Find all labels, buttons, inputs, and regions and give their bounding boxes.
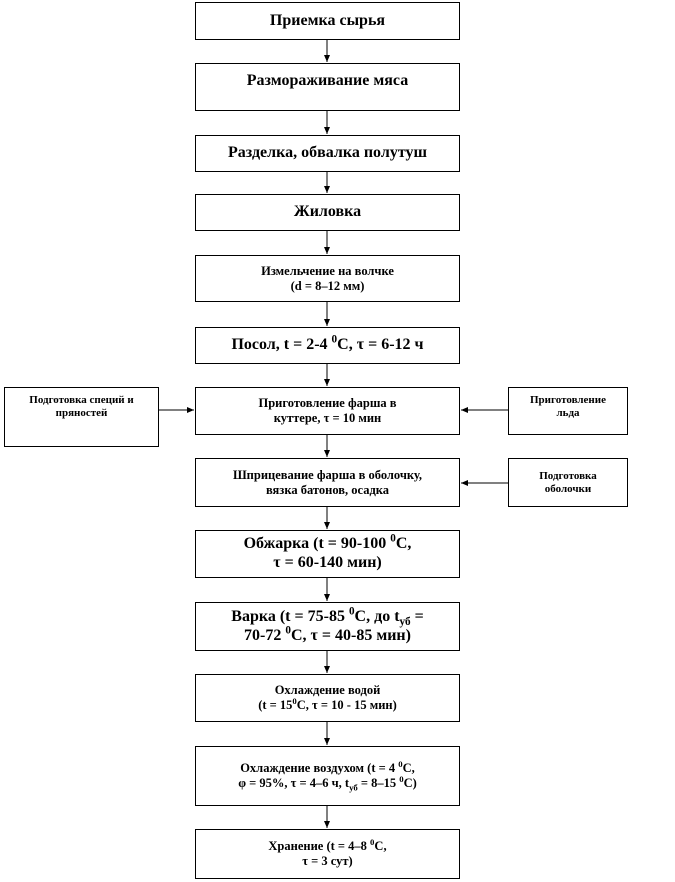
step-grinding xyxy=(195,255,460,302)
step-water-cooling xyxy=(195,674,460,722)
step-label-line1: Варка (t = 75-85 $^0$С, до $t_{уб}$ = xyxy=(231,605,424,628)
step-label: Размораживание мяса xyxy=(246,72,409,89)
step-label-line2: (d = 8–12 мм) xyxy=(290,278,365,293)
step-boiling xyxy=(195,602,460,651)
step-storage xyxy=(195,829,460,879)
step-label-line2: куттере, τ = 10 мин xyxy=(273,411,382,425)
step-label-line2: ($t = 15^0С$, τ = 10 - 15 мин) xyxy=(258,695,397,712)
step-label: Разделка, обвалка полутуш xyxy=(228,144,427,162)
step-stuffing-tying xyxy=(195,458,460,507)
side-label-line1: Приготовление xyxy=(530,394,606,406)
side-spices-preparation xyxy=(4,387,159,447)
step-label: Приемка сырья xyxy=(269,11,386,29)
step-salting xyxy=(195,327,460,364)
step-label-line1: Шприцевание фарша в оболочку, xyxy=(232,467,423,482)
step-forcemeat-cutter xyxy=(195,387,460,435)
step-label-line1: Обжарка (t = 90-100 $^0$С, xyxy=(243,532,412,553)
step-label: Жиловка xyxy=(293,203,362,221)
step-label-line2: вязка батонов, осадка xyxy=(265,482,390,497)
step-label-line2: 70-72 $^0$С, τ = 40-85 мин) xyxy=(244,624,411,644)
side-label-line2: пряностей xyxy=(55,406,108,419)
step-label-line1: Охлаждение водой xyxy=(274,683,381,698)
step-trimming xyxy=(195,194,460,231)
step-label-line1: Охлаждение воздухом (t = 4 $^0$С, xyxy=(240,759,415,776)
step-label-line1: Хранение (t = 4–8 $^0$С, xyxy=(268,837,387,854)
step-air-cooling xyxy=(195,746,460,806)
step-label-line2: τ = 60-140 мин) xyxy=(273,554,382,571)
step-carcass-deboning xyxy=(195,135,460,172)
side-label-line1: Подготовка xyxy=(539,469,597,482)
side-label-line2: оболочки xyxy=(544,482,592,495)
side-label-line2: льда xyxy=(556,406,580,419)
step-label-line2: τ = 3 сут) xyxy=(302,854,353,868)
step-raw-material-acceptance xyxy=(195,2,460,40)
side-label-line1: Подготовка специй и xyxy=(29,394,134,406)
step-label: Посол, t = 2-4 $^0$С, τ = 6-12 ч xyxy=(231,333,424,354)
step-meat-defrosting xyxy=(195,63,460,111)
side-casing-preparation xyxy=(508,458,628,507)
step-roasting xyxy=(195,530,460,578)
step-label-line2: φ = 95%, τ = 4–6 ч, $t_{уб} = 8-15$ $^0$С) xyxy=(238,773,417,793)
step-label-line1: Приготовление фарша в xyxy=(258,396,397,411)
side-ice-preparation xyxy=(508,387,628,435)
step-label-line1: Измельчение на волчке xyxy=(261,263,394,278)
